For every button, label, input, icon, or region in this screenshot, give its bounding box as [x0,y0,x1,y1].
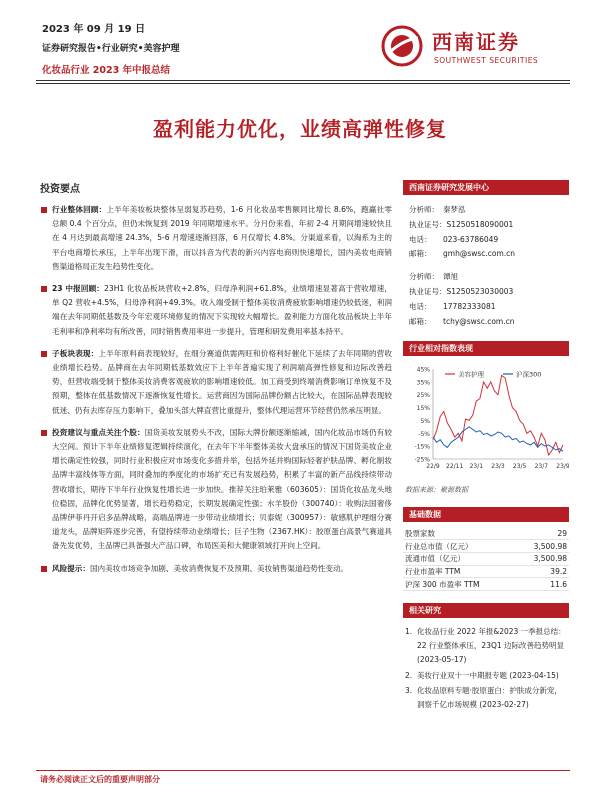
section-heading: 投资要点 [40,184,80,195]
stats-title: 基础数据 [403,507,569,522]
x-tick-label: 23/9 [556,463,569,471]
report-type: 证券研究报告•行业研究•美容护理 [42,44,180,54]
y-tick-label: -15% [414,444,430,452]
series-line-1 [433,427,563,451]
para-text: 上半年美妆板块整体呈弱复苏趋势，1-6 月化妆品零售额同比增长 8.6%，跑赢社零总额 0.4 个百分点，但仍未恢复到 2019 年同期增速水平。分月份来看，年初 2-4 月期间增速较快且在 4 月达到最高增速 24.3%，5-6 月增速逐渐回落，6 月仅增长 4.8%。分渠道来看，以淘系为主的平台电商增长承压，上半年出现下滑，而以抖音为代表的新兴内容电商则快速增长，国内美妆电商销售渠道格局正发生趋势性变化。 [52,205,392,271]
legend-label: 美容护理 [458,370,484,379]
related-number: 3. [405,686,413,696]
sidebar [403,180,569,714]
related-number: 2. [405,670,413,680]
report-series: 化妆品行业 2023 年中报总结 [42,65,171,76]
analyst-role-label: 分析师： [409,272,439,282]
related-item[interactable] [405,625,567,668]
mail-label: 邮箱： [409,249,432,259]
analyst-block [403,195,569,329]
para-risk [40,562,392,576]
y-tick-label: -5% [418,431,430,439]
logo-text: 西南证券 [432,30,520,54]
email-link[interactable]: gmh@swsc.com.cn [443,249,516,259]
logo-en: SOUTHWEST SECURITIES [434,56,539,65]
institute-title: 西南证券研究发展中心 [403,180,569,195]
header-divider [36,80,570,81]
para-text: 23H1 化妆品板块营收+2.8%，归母净利润+61.8%，业绩增速显著高于营收增速，单 Q2 营收+4.5%，归母净利润+49.3%。收入端受制于整体美妆消费疲软影响增速仍较低迷，利润端在去年同期低基数及今年宏观环境修复的情况下实现较大幅增长。盈利能力方面化妆品板块上半年毛利率和净利率均有所改善，同时销售费用率进一步提升，管理和研发费用率基本持平。 [52,284,392,336]
legend-label: 沪深300 [516,370,542,379]
analyst-role-label: 分析师： [409,205,439,214]
stats-label: 流通市值（亿元） [405,554,465,564]
y-tick-label: 15% [416,405,430,413]
related-title: 相关研究 [403,603,569,618]
x-tick-label: 23/7 [534,463,549,471]
para-text: 国货美妆发展势头不改，国际大牌份额逐渐缩减，国内化妆品市场仍有较大空间。预计下半年业绩修复逻辑持续演化，在去年下半年整体美妆大盘承压的情况下国货美妆企业增长确定性较强，同时行业积极应对市场变化多措并举，包括外延并购国际轻奢护肤品牌、孵化制妆品牌丰富线体等方面，同时叠加的季度化的市场扩充已有发展趋势，积累了丰富的新产品线持续带动营收增长，期待下半年行业恢复性增长进一步加快。推荐关注珀莱雅（603605）：国货化妆品龙头地位稳固，品牌化优势显著，增长趋势稳定，长期发展确定性强；水羊股份（300740）：收购法国奢侈品牌伊菲丹开启多品牌战略，高端品牌进一步带动业绩增长；贝泰妮（300957）：敏感肌护理细分赛道龙头，品牌矩阵逐步完善，有望持续带动业绩增长；巨子生物（2367.HK）：胶原蛋白高景气赛道具备先发优势，主品牌已具备强大产品口碑，布局医美和大健康领域打开向上空间。 [52,427,392,551]
stats-row [403,553,569,566]
para-industry [40,203,392,274]
x-tick-label: 22/9 [426,463,440,471]
para-text: 上半年原料商表现较好，在细分赛道供需两旺和价格利好催化下延续了去年同期的营收业绩增长趋势。品牌商在去年同期低基数效应下上半年普遍实现了利润端高弹性修复和边际改善趋势，但营收端受制于整体美妆消费客观疲软的影响增速较低。加工商受到终端消费影响订单恢复不及预期，整体在低基数情况下逐渐恢复性增长。运营商因为国际品牌份额占比较大，在国际品牌表现较低迷、仍有去库存压力影响下，叠加头部大牌直营比重提升，整体代理运营环节经营仍然承压明显。 [52,348,393,415]
logo-emblem-icon [380,24,426,68]
tel-number: 023-63786049 [443,234,499,244]
stats-value: 29 [557,528,567,538]
para-midyear [40,282,392,339]
stats-row [403,527,569,540]
cert-number: S1250523030003 [446,286,514,296]
para-lead: 投资建议与重点关注个股： [52,427,145,437]
related-item[interactable] [405,684,567,713]
stats-label: 行业市盈率 TTM [405,566,461,576]
tel-number: 17782333081 [443,301,496,311]
footer-divider [36,770,570,771]
para-lead: 子板块表现： [52,348,99,358]
mail-label: 邮箱： [409,316,432,326]
stats-value: 3,500.98 [533,541,567,551]
tel-label: 电话： [409,234,432,244]
stats-label: 股票家数 [405,528,435,538]
related-item[interactable] [405,669,567,683]
x-tick-label: 23/3 [491,463,505,471]
x-tick-label: 23/1 [469,463,484,471]
stats-value: 39.2 [550,566,567,576]
analyst-name: 秦梦泓 [443,205,466,214]
stats-value: 3,500.98 [533,554,567,564]
para-text: 国内美妆市场竞争加剧、美妆消费恢复不及预期、美妆销售渠道趋势性变动。 [89,563,349,573]
related-text: 化妆品行业 2022 年报&2023 一季报总结：22 行业整体承压，23Q1 边际改善趋势明显 (2023-05-17) [417,626,566,665]
main-column [40,180,392,584]
y-tick-label: -25% [414,456,430,464]
y-tick-label: 35% [416,379,430,387]
stats-label: 沪深 300 市盈率 TTM [405,579,480,589]
header-date: 2023 年 09 月 19 日 [42,24,146,35]
stats-row [403,578,569,591]
cert-label: 执业证号： [409,286,447,296]
email-link[interactable]: tchy@swsc.com.cn [443,316,515,326]
stats-row [403,565,569,578]
company-logo [380,24,570,72]
page-title: 盈利能力优化，业绩高弹性修复 [153,117,447,141]
cert-number: S1250518090001 [446,219,514,229]
chart-title: 行业相对指数表现 [403,341,569,356]
stats-value: 11.6 [550,579,567,589]
footer-note: 请务必阅读正文后的重要声明部分 [40,775,160,784]
chart-svg [403,359,569,479]
stats-label: 行业总市值（亿元） [405,541,473,551]
para-lead: 行业整体回顾： [52,205,107,214]
para-subsector [40,347,392,418]
series-line-0 [433,376,563,456]
related-list [403,618,569,713]
related-number: 1. [405,626,413,636]
analyst-name: 谭旭 [443,272,458,282]
relative-index-chart [403,359,569,479]
tel-label: 电话： [409,301,432,311]
related-text: 美妆行业双十一中期报专题 (2023-04-15) [417,670,559,680]
x-tick-label: 23/5 [512,463,527,471]
y-tick-label: 25% [416,392,430,400]
related-text: 化妆品原料专题·胶原蛋白：护肤成分新宠，洞察千亿市场规模 (2023-02-27) [417,686,562,710]
para-invest [40,426,392,554]
header-divider-2 [36,83,570,84]
chart-source: 数据来源：聚源数据 [405,486,468,495]
stats-row [403,540,569,553]
y-tick-label: 45% [416,366,430,374]
y-tick-label: 5% [420,418,430,426]
x-tick-label: 22/11 [446,463,464,471]
cert-label: 执业证号： [409,219,447,229]
stats-table [403,527,569,590]
para-lead: 风险提示： [52,563,90,573]
para-lead: 23 中报回顾： [52,284,105,294]
